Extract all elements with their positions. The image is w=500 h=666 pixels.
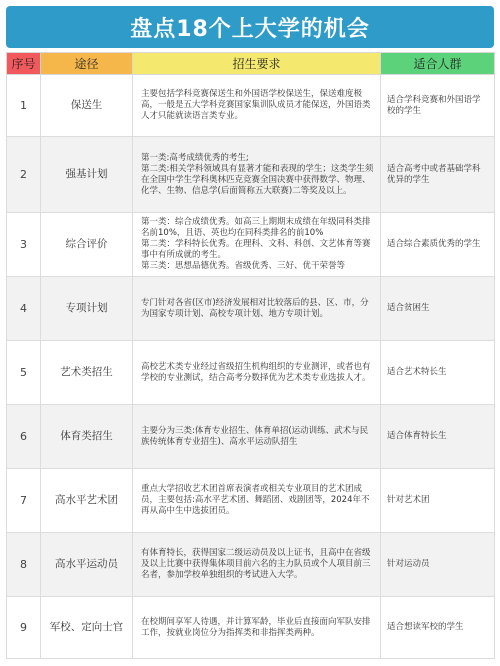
row-requirements (133, 213, 381, 277)
row-route: 艺术类招生 (41, 341, 133, 405)
title-banner (6, 6, 494, 48)
row-number: 9 (7, 597, 41, 659)
header-requirements: 招生要求 (133, 53, 381, 75)
page-title: 盘点18个上大学的机会 (130, 16, 370, 42)
row-number: 5 (7, 341, 41, 405)
row-requirements (133, 277, 381, 341)
requirement-line: 第二类:相关学科领域具有显著才能和表现的学生；这类学生须在全国中学生学科奥林匹克竞赛全国决赛中获得数学、物理、化学、生物、信息学(后面简称五大联赛)二等奖及以上。 (141, 163, 374, 196)
row-route: 强基计划 (41, 137, 133, 213)
row-suitable: 适合高考中或者基础学科优异的学生 (381, 137, 495, 213)
row-requirements (133, 533, 381, 597)
header-route: 途径 (41, 53, 133, 75)
requirement-line: 第二类：学科特长优秀。在理科、文科、科创、文艺体育等赛事中有所成就的考生。 (141, 239, 371, 260)
table-row (7, 469, 495, 533)
table-row (7, 277, 495, 341)
table-row (7, 405, 495, 469)
table-row (7, 533, 495, 597)
table-row (7, 341, 495, 405)
row-requirements (133, 405, 381, 469)
requirement-line: 主要包括学科竞赛保送生和外国语学校保送生，保送难度极高，一般是五大学科竞赛国家集训队成员才能保送，外国语类人才只能就读语言类专业。 (141, 89, 371, 121)
row-number: 3 (7, 213, 41, 277)
row-number: 2 (7, 137, 41, 213)
requirement-line: 有体育特长，获得国家二级运动员及以上证书，且高中在省级及以上比赛中获得集体项目前六名的主力队员或个人项目前三名者，参加学校单独组织的考试进入大学。 (141, 548, 371, 580)
row-route: 综合评价 (41, 213, 133, 277)
table-row (7, 137, 495, 213)
row-suitable: 针对艺术团 (381, 469, 495, 533)
row-suitable: 适合贫困生 (381, 277, 495, 341)
requirement-line: 主要分为三类:体育专业招生、体育单招(运动训练、武术与民族传统体育专业招生)、高水平运动队招生 (141, 425, 369, 447)
row-route: 保送生 (41, 75, 133, 137)
row-route: 高水平艺术团 (41, 469, 133, 533)
row-suitable: 适合体育特长生 (381, 405, 495, 469)
table-row (7, 75, 495, 137)
row-number: 8 (7, 533, 41, 597)
table-row (7, 213, 495, 277)
row-suitable: 针对运动员 (381, 533, 495, 597)
row-route: 专项计划 (41, 277, 133, 341)
row-suitable: 适合综合素质优秀的学生 (381, 213, 495, 277)
row-number: 1 (7, 75, 41, 137)
table-row (7, 597, 495, 659)
row-suitable: 适合学科竞赛和外国语学校的学生 (381, 75, 495, 137)
requirement-line: 在校期间享军人待遇，并计算军龄，毕业后直接面向军队安排工作，按就业岗位分为指挥类和非指挥类两种。 (141, 616, 371, 638)
row-requirements (133, 75, 381, 137)
requirement-line: 第一类：综合成绩优秀。如高三上期期末成绩在年级同科类排名前10%，且语、英也均在同科类排名的前10% (141, 217, 371, 238)
row-number: 4 (7, 277, 41, 341)
row-route: 体育类招生 (41, 405, 133, 469)
row-number: 7 (7, 469, 41, 533)
header-suitable: 适合人群 (381, 53, 495, 75)
row-requirements (133, 137, 381, 213)
row-route: 军校、定向士官 (41, 597, 133, 659)
requirement-line: 高校艺术类专业经过省级招生机构组织的专业测评，或者也有学校的专业测试，结合高考分数择优为艺术类专业选拔人才。 (141, 361, 371, 383)
requirement-line: 第一类:高考成绩优秀的考生; (141, 152, 249, 163)
opportunities-table (6, 52, 495, 659)
requirement-line: 第三类：思想品德优秀。省级优秀、三好、优干荣誉等 (141, 261, 346, 271)
row-requirements (133, 597, 381, 659)
row-suitable: 适合想读军校的学生 (381, 597, 495, 659)
table-header-row (7, 53, 495, 75)
row-requirements (133, 341, 381, 405)
row-suitable: 适合艺术特长生 (381, 341, 495, 405)
row-route: 高水平运动员 (41, 533, 133, 597)
requirement-line: 专门针对各省(区市)经济发展相对比较落后的县、区、市，分为国家专项计划、高校专项计划、地方专项计划。 (141, 297, 369, 319)
row-requirements (133, 469, 381, 533)
row-number: 6 (7, 405, 41, 469)
header-num: 序号 (7, 53, 41, 75)
requirement-line: 重点大学招收艺术团首席表演者或相关专业项目的艺术团成员，主要包括:高水平艺术团、舞蹈团、戏剧团等，2024年不再从高中生中选拔团员。 (141, 484, 370, 516)
